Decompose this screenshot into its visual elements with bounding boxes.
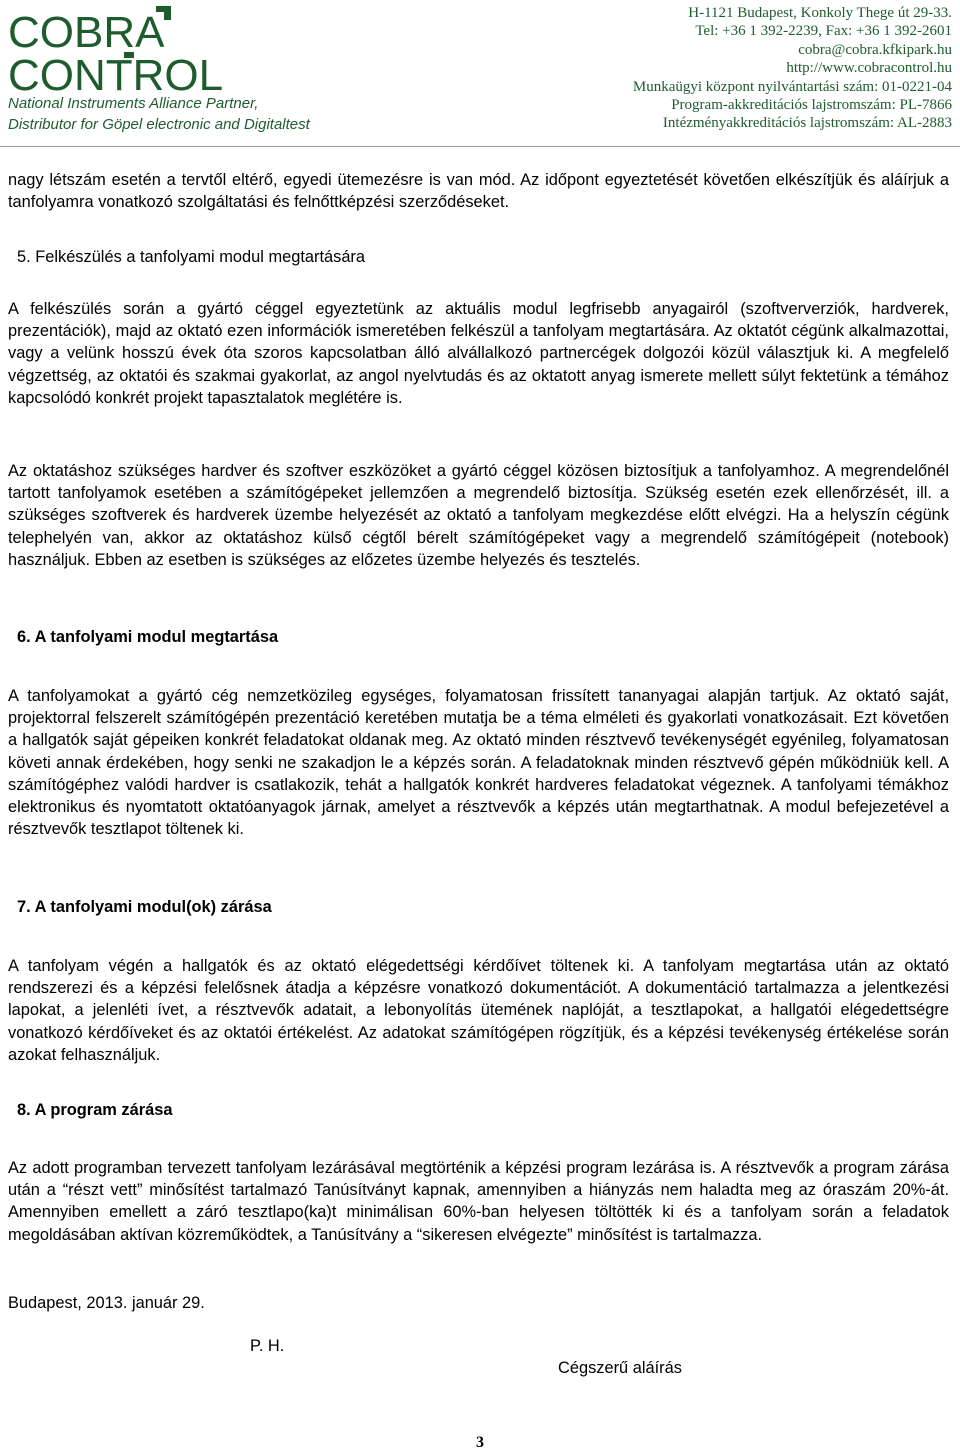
section-5-paragraph-1: A felkészülés során a gyártó céggel egyeztetünk az aktuális modul legfrisebb anyagairól (szoftververziók, hardverek, prezentációk), majd az oktató ezen információk ismeretében felkészül a tanfolyam megtartására. Az oktatót cégünk alkalmazottai, vagy a velünk hosszú évek óta szoros kapcsolatban álló alvállalkozó partnercégek dolgozói közül választjuk ki. A megfelelő végzettség, az oktatói és szakmai gyakorlat, az angol nyelvtudás és az oktatott anyag ismerete mellett súlyt fektetünk a témához kapcsolódó konkrét projekt tapasztalatok meglétére is. xyxy=(8,300,949,407)
header-divider xyxy=(0,146,960,147)
place-and-date: Budapest, 2013. január 29. xyxy=(8,1294,205,1312)
tagline-distributor: Distributor for Göpel electronic and Digitaltest xyxy=(8,116,310,133)
contact-block xyxy=(633,4,952,133)
contact-address: H-1121 Budapest, Konkoly Thege út 29-33. xyxy=(688,5,952,21)
logo-text-cobra: COBRA xyxy=(8,8,165,57)
section-6-paragraph-1: A tanfolyamokat a gyártó cég nemzetközileg egységes, folyamatosan frissített tananyagai alapján tartjuk. Az oktató saját, projektorral felszerelt számítógépén prezentáció keretében mutatja be a téma elméleti és gyakorlati vonatkozásait. Ezt követően a hallgatók saját gépeiken konkrét feladatokat oldanak meg. Az oktató minden résztvevő tevékenységét egyénileg, folyamatosan követi annak érdekében, hogy senki ne szakadjon le a képzés során. A feladatoknak minden résztvevő gépén működniük kell. A számítógéphez valódi hardver is csatlakozik, tehát a hallgatók konkrét hardveres feladatokat végeznek. A tanfolyami témákhoz elektronikus és nyomtatott oktatóanyagok járnak, amelyet a résztvevők a képzés után megtarthatnak. A modul befejezetével a résztvevők tesztlapot töltenek ki. xyxy=(8,687,949,839)
section-5-title: 5. Felkészülés a tanfolyami modul megtartására xyxy=(17,248,366,266)
signature-label: Cégszerű aláírás xyxy=(558,1359,682,1377)
section-7-paragraph-1: A tanfolyam végén a hallgatók és az oktató elégedettségi kérdőívet töltenek ki. A tanfolyam megtartása után az oktató rendszerezi és a képzési felelősnek átadja a képzésre vonatkozó dokumentációt. A dokumentáció tartalmazza a jelentkezési lapokat, a jelenléti ívet, a résztvevők adatait, a lebonyolítás ütemének naplóját, a tesztlapokat, a hallgatói elégedettségre vonatkozó kérdőíveket és az oktatói értékelést. Az adatokat számítógépen rögzítjük, és a képzési tevékenység értékelése során azokat felhasználjuk. xyxy=(8,957,949,1064)
contact-email[interactable]: cobra@cobra.kfkipark.hu xyxy=(798,41,952,58)
section-7-title: 7. A tanfolyami modul(ok) zárása xyxy=(17,898,272,916)
page-number: 3 xyxy=(476,1434,484,1451)
contact-website[interactable]: http://www.cobracontrol.hu xyxy=(786,60,952,77)
contact-phone-fax: Tel: +36 1 392-2239, Fax: +36 1 392-2601 xyxy=(695,23,952,40)
intro-paragraph: nagy létszám esetén a tervtől eltérő, egyedi ütemezésre is van mód. Az időpont egyeztetését követően elkészítjük és aláírjuk a tanfolyamra vonatkozó szolgáltatási és felnőttképzési szerződéseket. xyxy=(8,171,949,212)
logo-text-control: CONTROL xyxy=(8,51,224,94)
section-5-paragraph-2: Az oktatáshoz szükséges hardver és szoftver eszközöket a gyártó céggel közösen biztosítjuk a tanfolyamhoz. A megrendelőnél tartott tanfolyamok esetében a számítógépeket jellemzően a megrendelő biztosítja. Szükség esetén ezek ellenőrzését, ill. a szükséges szoftverek és hardverek üzembe helyezését az oktató a tanfolyam megkezdése előtt elvégzi. Ha a helyszín cégünk telephelyén van, akkor az oktatáshoz külső cégtől bérelt számítógépeket vagy a megrendelő számítógépeit (notebook) használjuk. Ebben az esetben is szükséges az előzetes üzembe helyezés és tesztelés. xyxy=(8,462,949,569)
contact-labor-center-number: Munkaügyi központ nyilvántartási szám: 01-0221-04 xyxy=(632,78,952,95)
cobra-control-logo xyxy=(6,2,226,94)
tagline-alliance: National Instruments Alliance Partner, xyxy=(8,95,259,112)
contact-program-accreditation: Program-akkreditációs lajstromszám: PL-7866 xyxy=(671,97,952,114)
section-6-title: 6. A tanfolyami modul megtartása xyxy=(17,628,279,646)
letterhead xyxy=(0,0,960,140)
section-8-title: 8. A program zárása xyxy=(17,1101,173,1119)
section-8-paragraph-1: Az adott programban tervezett tanfolyam lezárásával megtörténik a képzési program lezárása is. A résztvevők a program zárása után a “részt vett” minősítést tartalmazó Tanúsítványt kapnak, amennyiben a hiányzás nem haladta meg az óraszám 20%-át. Amennyiben emellett a záró tesztlapo(ka)t minimálisan 60%-ban helyesen töltötték ki és a tanfolyam során a feladatok megoldásában aktívan közreműködtek, a Tanúsítvány a “sikeresen elvégezte” minősítést is tartalmazza. xyxy=(8,1159,949,1244)
contact-institution-accreditation: Intézményakkreditációs lajstromszám: AL-2883 xyxy=(662,115,952,132)
stamp-placeholder: P. H. xyxy=(250,1337,285,1355)
